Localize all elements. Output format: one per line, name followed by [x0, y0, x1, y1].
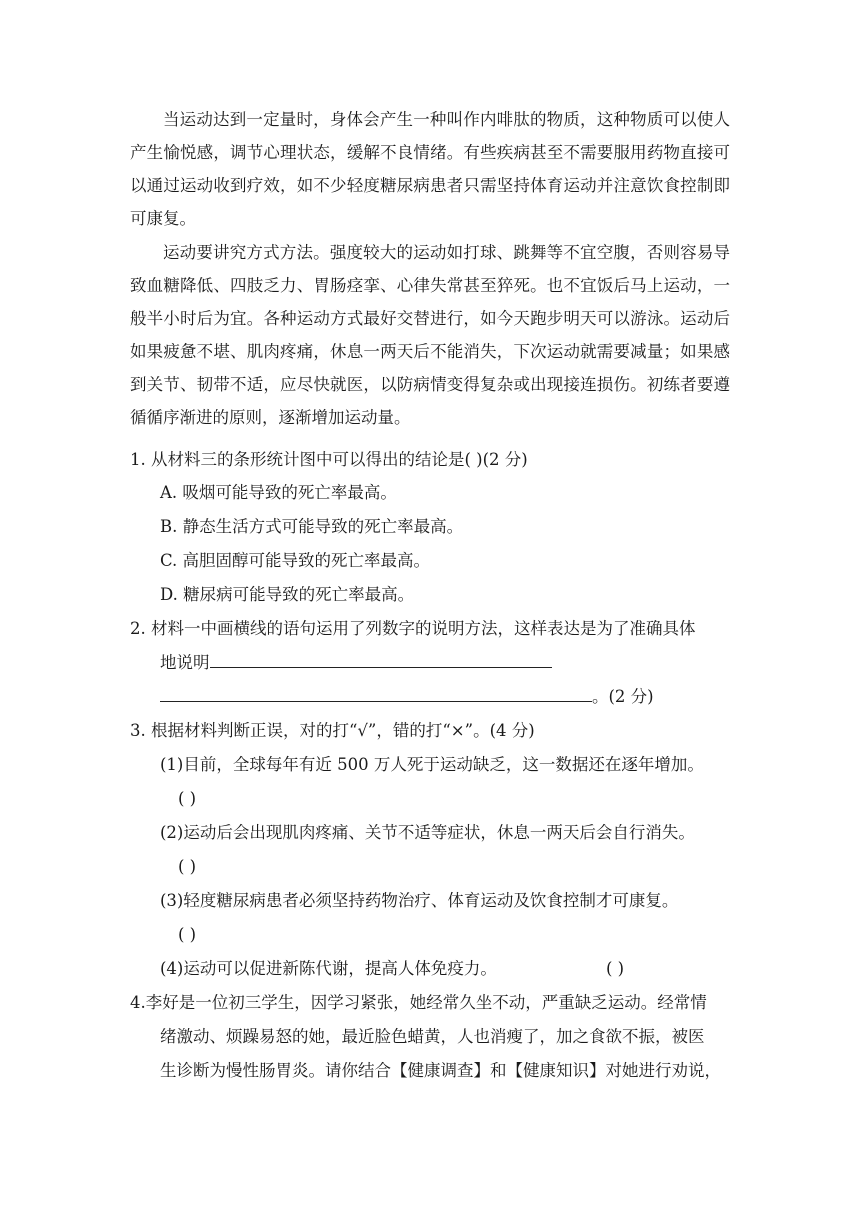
question-3-statement-2: (2)运动后会出现肌肉疼痛、关节不适等症状，休息一两天后会自行消失。 [160, 823, 695, 842]
answer-blank-line[interactable] [210, 666, 552, 668]
answer-parentheses[interactable]: ( ) [178, 789, 197, 808]
question-1-option-c: C. 高胆固醇可能导致的死亡率最高。 [160, 551, 431, 570]
question-4-line-1: 4.李好是一位初三学生，因学习紧张，她经常久坐不动，严重缺乏运动。经常情 [130, 993, 707, 1012]
question-2-stem: 2. 材料一中画横线的语句运用了列数字的说明方法，这样表达是为了准确具体 [130, 619, 696, 638]
passage-paragraph-1: 当运动达到一定量时，身体会产生一种叫作内啡肽的物质，这种物质可以使人产生愉悦感，调节心理状态，缓解不良情绪。有些疾病甚至不需要服用药物直接可以通过运动收到疗效，如不少轻度糖尿病患者只需坚持体育运动并注意饮食控制即可康复。 [130, 110, 730, 228]
answer-blank-line[interactable] [160, 700, 592, 702]
question-3-statement-3: (3)轻度糖尿病患者必须坚持药物治疗、体育运动及饮食控制才可康复。 [160, 891, 679, 910]
question-2-second-line: 。(2 分) [160, 680, 654, 713]
question-3-statement-1: (1)目前，全球每年有近 500 万人死于运动缺乏，这一数据还在逐年增加。 [160, 755, 704, 774]
answer-parentheses[interactable]: ( ) [178, 857, 197, 876]
question-4-line-3: 生诊断为慢性肠胃炎。请你结合【健康调查】和【健康知识】对她进行劝说， [160, 1061, 721, 1080]
question-4-line-2: 绪激动、烦躁易怒的她，最近脸色蜡黄，人也消瘦了，加之食欲不振，被医 [160, 1027, 705, 1046]
question-2-continuation: 地说明 [160, 646, 552, 679]
question-1-option-d: D. 糖尿病可能导致的死亡率最高。 [160, 585, 415, 604]
answer-parentheses[interactable]: ( ) [606, 959, 625, 978]
question-1-option-a: A. 吸烟可能导致的死亡率最高。 [160, 483, 397, 502]
passage-paragraph-2: 运动要讲究方式方法。强度较大的运动如打球、跳舞等不宜空腹，否则容易导致血糖降低、四肢乏力、胃肠痉挛、心律失常甚至猝死。也不宜饭后马上运动，一般半小时后为宜。各种运动方式最好交替进行，如今天跑步明天可以游泳。运动后如果疲惫不堪、肌肉疼痛，休息一两天后不能消失，下次运动就需要减量；如果感到关节、韧带不适，应尽快就医，以防病情变得复杂或出现接连损伤。初练者要遵循循序渐进的原则，逐渐增加运动量。 [130, 243, 730, 427]
question-3-stem: 3. 根据材料判断正误，对的打“√”，错的打“×”。(4 分) [130, 721, 535, 740]
answer-parentheses[interactable]: ( ) [178, 925, 197, 944]
question-3-statement-4: (4)运动可以促进新陈代谢，提高人体免疫力。 [160, 959, 497, 978]
question-1-option-b: B. 静态生活方式可能导致的死亡率最高。 [160, 517, 464, 536]
question-1-stem: 1. 从材料三的条形统计图中可以得出的结论是( )(2 分) [130, 450, 528, 469]
